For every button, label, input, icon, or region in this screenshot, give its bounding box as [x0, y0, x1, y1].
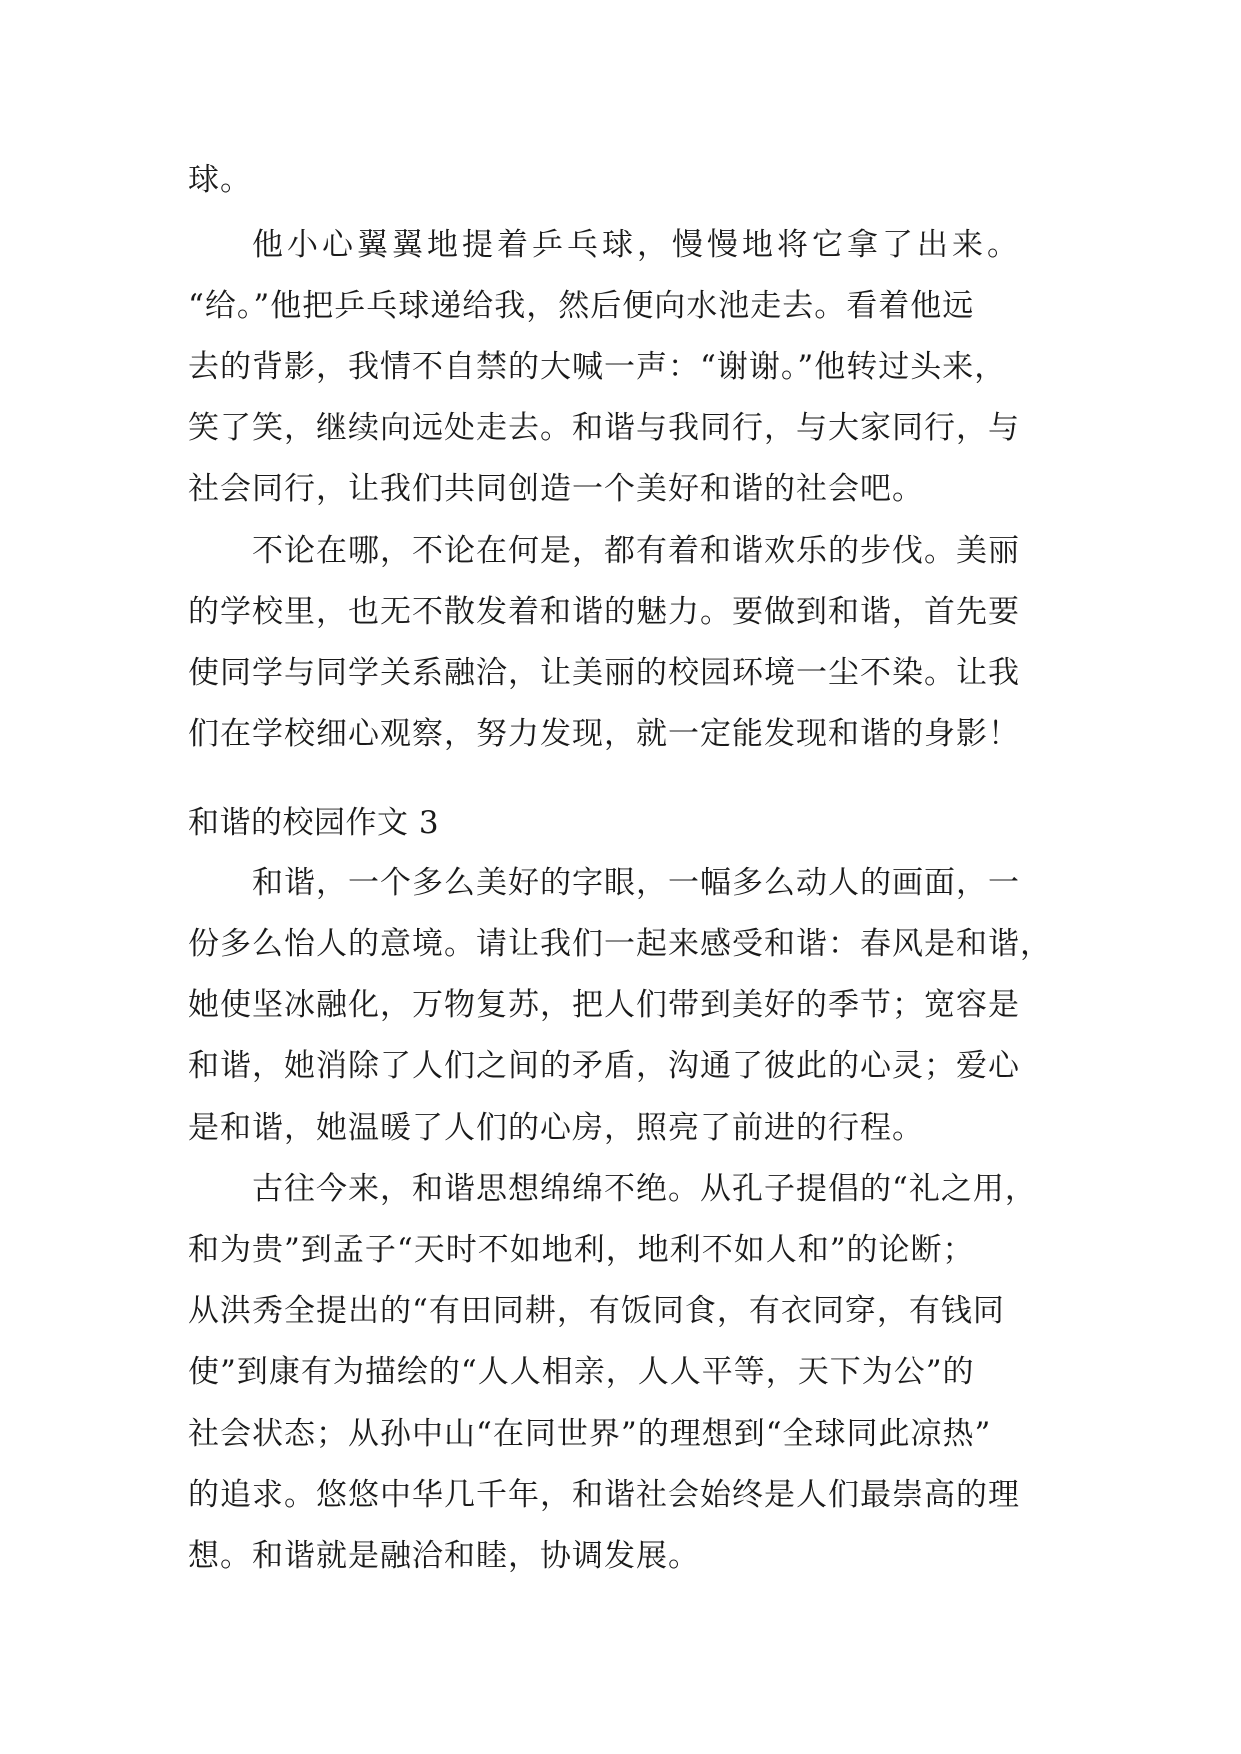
paragraph-line: 想。和谐就是融洽和睦，协调发展。 [188, 1538, 700, 1574]
paragraph-line: 她使坚冰融化，万物复苏，把人们带到美好的季节；宽容是 [188, 987, 1020, 1023]
paragraph-line: 和谐，一个多么美好的字眼，一幅多么动人的画面，一 [252, 865, 1020, 901]
paragraph-line: 去的背影，我情不自禁的大喊一声：“谢谢。”他转过头来， [188, 349, 1007, 385]
paragraph-line: 从洪秀全提出的“有田同耕，有饭同食，有衣同穿，有钱同 [188, 1293, 1005, 1329]
paragraph-line: 和为贵”到孟子“天时不如地利，地利不如人和”的论断； [188, 1232, 975, 1268]
paragraph-line: 他小心翼翼地提着乒乓球，慢慢地将它拿了出来。 [252, 227, 1022, 263]
paragraph-line: 的追求。悠悠中华几千年，和谐社会始终是人们最崇高的理 [188, 1477, 1020, 1513]
paragraph-line: 的学校里，也无不散发着和谐的魅力。要做到和谐，首先要 [188, 594, 1020, 630]
paragraph-line: 笑了笑，继续向远处走去。和谐与我同行，与大家同行，与 [188, 410, 1020, 446]
paragraph-line: 使同学与同学关系融洽，让美丽的校园环境一尘不染。让我 [188, 655, 1020, 691]
paragraph-line: 球。 [188, 162, 252, 198]
paragraph-line: “给。”他把乒乓球递给我，然后便向水池走去。看着他远 [188, 288, 975, 324]
paragraph-line: 不论在哪，不论在何是，都有着和谐欢乐的步伐。美丽 [252, 533, 1020, 569]
paragraph-line: 和谐，她消除了人们之间的矛盾，沟通了彼此的心灵；爱心 [188, 1048, 1020, 1084]
paragraph-line: 份多么怡人的意境。请让我们一起来感受和谐：春风是和谐， [188, 926, 1052, 962]
paragraph-line: 是和谐，她温暖了人们的心房，照亮了前进的行程。 [188, 1110, 924, 1146]
paragraph-line: 社会同行，让我们共同创造一个美好和谐的社会吧。 [188, 471, 924, 507]
paragraph-line: 古往今来，和谐思想绵绵不绝。从孔子提倡的“礼之用， [252, 1171, 1037, 1207]
paragraph-line: 社会状态；从孙中山“在同世界”的理想到“全球同此凉热” [188, 1416, 992, 1452]
paragraph-line: 使”到康有为描绘的“人人相亲，人人平等，天下为公”的 [188, 1354, 975, 1390]
paragraph-line: 们在学校细心观察，努力发现，就一定能发现和谐的身影！ [188, 716, 1020, 752]
section-title: 和谐的校园作文 3 [188, 805, 440, 841]
